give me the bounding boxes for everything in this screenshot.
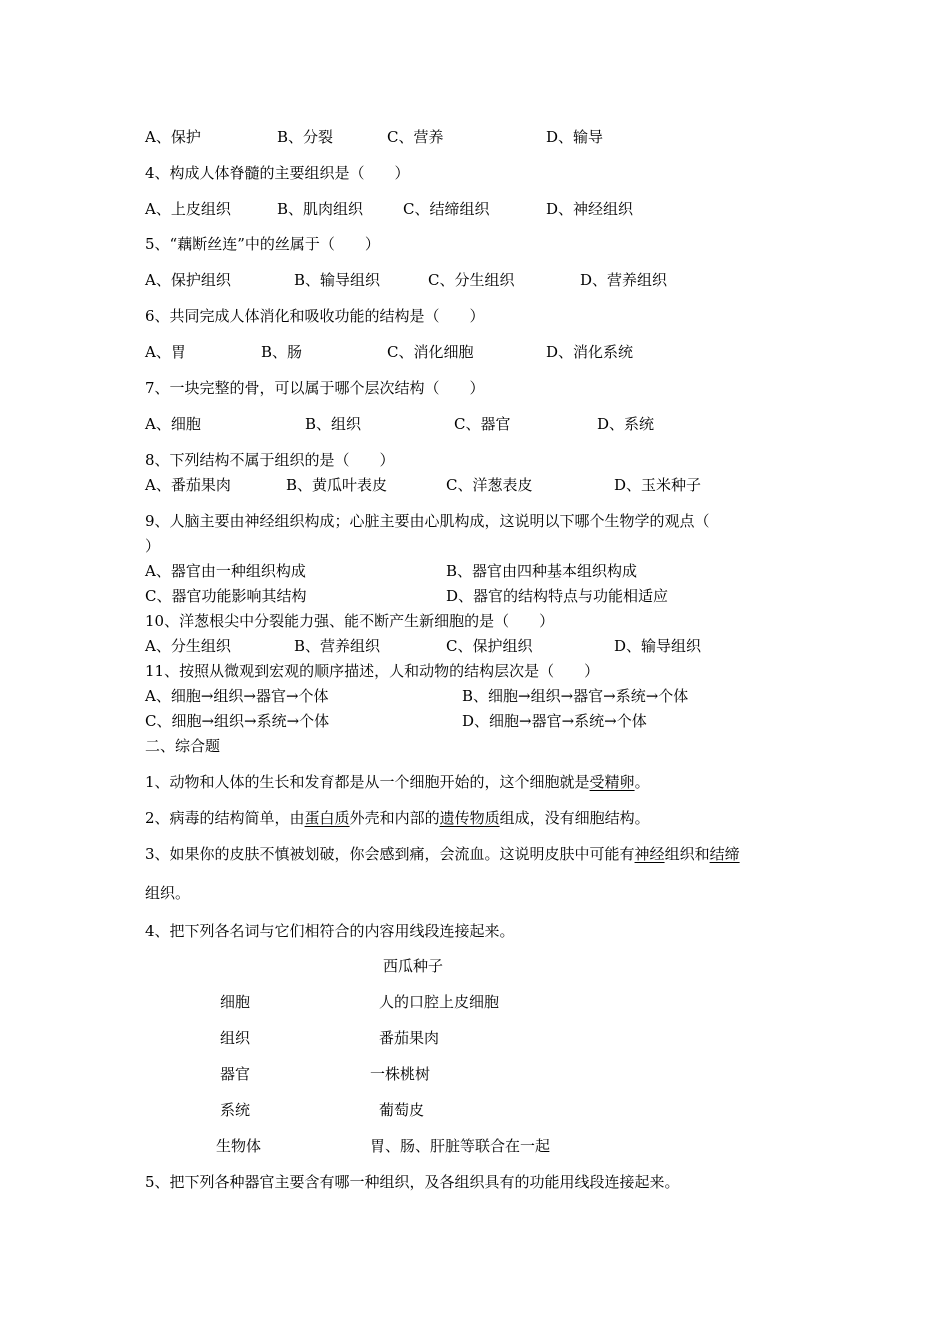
q9-option-d: D、器官的结构特点与功能相适应 (446, 587, 669, 605)
c2-text-c: 组成，没有细胞结构。 (499, 809, 650, 827)
c2-text-b: 外壳和内部的 (349, 809, 440, 827)
q9-option-a: A、器官由一种组织构成 (145, 562, 306, 580)
c4-left-item: 系统 (220, 1101, 251, 1119)
c2-answer-2: 遗传物质 (439, 809, 500, 827)
q4-option-b: B、肌肉组织 (277, 200, 364, 218)
q7-option-d: D、系统 (597, 415, 655, 433)
q9-stem: 9、人脑主要由神经组织构成；心脏主要由心肌构成，这说明以下哪个生物学的观点（ (145, 512, 710, 530)
c3-answer-2: 结缔 (709, 845, 740, 863)
q10-option-a: A、分生组织 (145, 637, 231, 655)
q7-stem: 7、一块完整的骨，可以属于哪个层次结构（ ） (145, 379, 485, 397)
c1-answer: 受精卵 (589, 773, 635, 791)
q4-stem: 4、构成人体脊髓的主要组织是（ ） (145, 164, 410, 182)
q9-option-c: C、器官功能影响其结构 (145, 587, 307, 605)
q5-option-d: D、营养组织 (580, 271, 668, 289)
q11-stem: 11、按照从微观到宏观的顺序描述，人和动物的结构层次是（ ） (145, 662, 600, 680)
q11-option-b: B、细胞→组织→器官→系统→个体 (462, 687, 689, 705)
q6-option-c: C、消化细胞 (387, 343, 474, 361)
q5-option-a: A、保护组织 (145, 271, 231, 289)
q4-option-c: C、结缔组织 (403, 200, 490, 218)
c3-answer-1: 神经 (634, 845, 665, 863)
q7-option-c: C、器官 (454, 415, 511, 433)
c4-right-item: 一株桃树 (370, 1065, 431, 1083)
q6-option-b: B、肠 (261, 343, 303, 361)
c2-text-a: 2、病毒的结构简单，由 (145, 809, 305, 827)
q9-stem-continuation: ） (145, 537, 161, 555)
q11-option-d: D、细胞→器官→系统→个体 (462, 712, 647, 730)
c3-text-a: 3、如果你的皮肤不慎被划破，你会感到痛，会流血。这说明皮肤中可能有 (145, 845, 635, 863)
c4-right-item: 葡萄皮 (379, 1101, 425, 1119)
q8-option-a: A、番茄果肉 (145, 476, 231, 494)
c4-left-item: 组织 (220, 1029, 251, 1047)
c3-continuation: 组织。 (145, 884, 191, 902)
c4-left-item: 细胞 (220, 993, 251, 1011)
c4-right-item: 番茄果肉 (379, 1029, 440, 1047)
q8-option-d: D、玉米种子 (614, 476, 702, 494)
c2-answer-1: 蛋白质 (304, 809, 350, 827)
c1-text-a: 1、动物和人体的生长和发育都是从一个细胞开始的，这个细胞就是 (145, 773, 590, 791)
q4-option-a: A、上皮组织 (145, 200, 231, 218)
c4-left-item: 生物体 (216, 1137, 262, 1155)
q8-option-b: B、黄瓜叶表皮 (286, 476, 388, 494)
c3-text-b: 组织和 (664, 845, 710, 863)
q11-option-a: A、细胞→组织→器官→个体 (145, 687, 329, 705)
c2-sentence (145, 808, 650, 828)
q6-stem: 6、共同完成人体消化和吸收功能的结构是（ ） (145, 307, 485, 325)
q6-option-a: A、胃 (145, 343, 186, 361)
q5-option-b: B、输导组织 (294, 271, 381, 289)
q4-option-d: D、神经组织 (546, 200, 634, 218)
c3-sentence (145, 844, 740, 864)
q8-option-c: C、洋葱表皮 (446, 476, 533, 494)
q7-option-b: B、组织 (305, 415, 362, 433)
q3-option-c: C、营养 (387, 128, 444, 146)
q10-option-b: B、营养组织 (294, 637, 381, 655)
q10-option-d: D、输导组织 (614, 637, 702, 655)
q11-option-c: C、细胞→组织→系统→个体 (145, 712, 330, 730)
c4-right-item: 胃、肠、肝脏等联合在一起 (370, 1137, 551, 1155)
q3-option-d: D、输导 (546, 128, 604, 146)
q9-option-b: B、器官由四种基本组织构成 (446, 562, 638, 580)
q3-option-a: A、保护 (145, 128, 201, 146)
c4-stem: 4、把下列各名词与它们相符合的内容用线段连接起来。 (145, 922, 515, 940)
q10-stem: 10、洋葱根尖中分裂能力强、能不断产生新细胞的是（ ） (145, 612, 555, 630)
q5-stem: 5、“藕断丝连”中的丝属于（ ） (145, 235, 380, 253)
section-heading: 二、综合题 (145, 737, 221, 755)
q10-option-c: C、保护组织 (446, 637, 533, 655)
q8-stem: 8、下列结构不属于组织的是（ ） (145, 451, 395, 469)
c4-left-item: 器官 (220, 1065, 251, 1083)
c4-right-item: 人的口腔上皮细胞 (379, 993, 500, 1011)
c1-sentence (145, 772, 650, 792)
q7-option-a: A、细胞 (145, 415, 201, 433)
c4-right-item: 西瓜种子 (383, 957, 444, 975)
q5-option-c: C、分生组织 (428, 271, 515, 289)
q3-option-b: B、分裂 (277, 128, 334, 146)
c1-text-b: 。 (634, 773, 650, 791)
c5-stem: 5、把下列各种器官主要含有哪一种组织，及各组织具有的功能用线段连接起来。 (145, 1173, 680, 1191)
q6-option-d: D、消化系统 (546, 343, 634, 361)
